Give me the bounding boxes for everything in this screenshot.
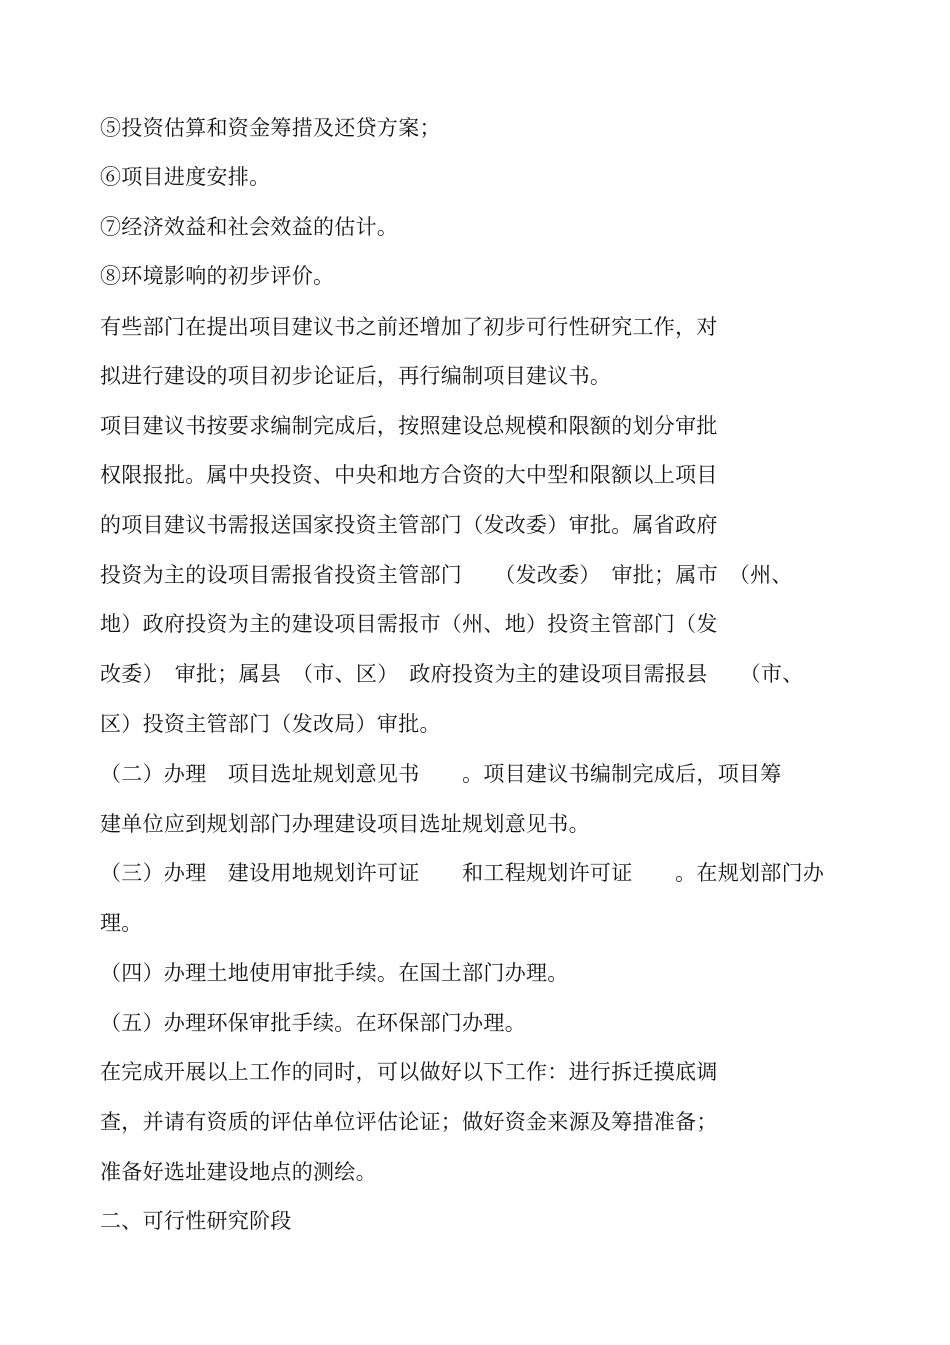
text-line: 区）投资主管部门（发改局）审批。 bbox=[100, 712, 441, 736]
text-line: 拟进行建设的项目初步论证后，再行编制项目建议书。 bbox=[100, 364, 612, 388]
text-line: （二）办理 项目选址规划意见书 。项目建议书编制完成后，项目筹 bbox=[100, 762, 782, 786]
text-line: （三）办理 建设用地规划许可证 和工程规划许可证 。在规划部门办 bbox=[100, 861, 825, 885]
text-line: 项目建议书按要求编制完成后，按照建设总规模和限额的划分审批 bbox=[100, 414, 718, 438]
text-line: 有些部门在提出项目建议书之前还增加了初步可行性研究工作，对 bbox=[100, 315, 718, 339]
text-line: ⑦经济效益和社会效益的估计。 bbox=[100, 215, 399, 239]
text-line: 改委） 审批；属县 （市、区） 政府投资为主的建设项目需报县 （市、 bbox=[100, 662, 804, 686]
text-line: ⑤投资估算和资金筹措及还贷方案； bbox=[100, 116, 441, 140]
text-line: 地）政府投资为主的建设项目需报市（州、地）投资主管部门（发 bbox=[100, 612, 718, 636]
text-line: 的项目建议书需报送国家投资主管部门（发改委）审批。属省政府 bbox=[100, 513, 718, 537]
text-line: 理。 bbox=[100, 911, 143, 935]
text-line: ⑥项目进度安排。 bbox=[100, 165, 271, 189]
section-heading: 二、可行性研究阶段 bbox=[100, 1209, 292, 1233]
text-line: 在完成开展以上工作的同时，可以做好以下工作：进行拆迁摸底调 bbox=[100, 1060, 718, 1084]
text-line: （四）办理土地使用审批手续。在国土部门办理。 bbox=[100, 961, 569, 985]
text-line: 查，并请有资质的评估单位评估论证；做好资金来源及筹措准备； bbox=[100, 1110, 718, 1134]
text-line: （五）办理环保审批手续。在环保部门办理。 bbox=[100, 1011, 526, 1035]
text-line: ⑧环境影响的初步评价。 bbox=[100, 264, 335, 288]
text-line: 建单位应到规划部门办理建设项目选址规划意见书。 bbox=[100, 812, 590, 836]
text-line: 投资为主的设项目需报省投资主管部门 （发改委） 审批；属市 （州、 bbox=[100, 563, 793, 587]
text-line: 准备好选址建设地点的测绘。 bbox=[100, 1160, 377, 1184]
text-line: 权限报批。属中央投资、中央和地方合资的大中型和限额以上项目 bbox=[100, 463, 718, 487]
